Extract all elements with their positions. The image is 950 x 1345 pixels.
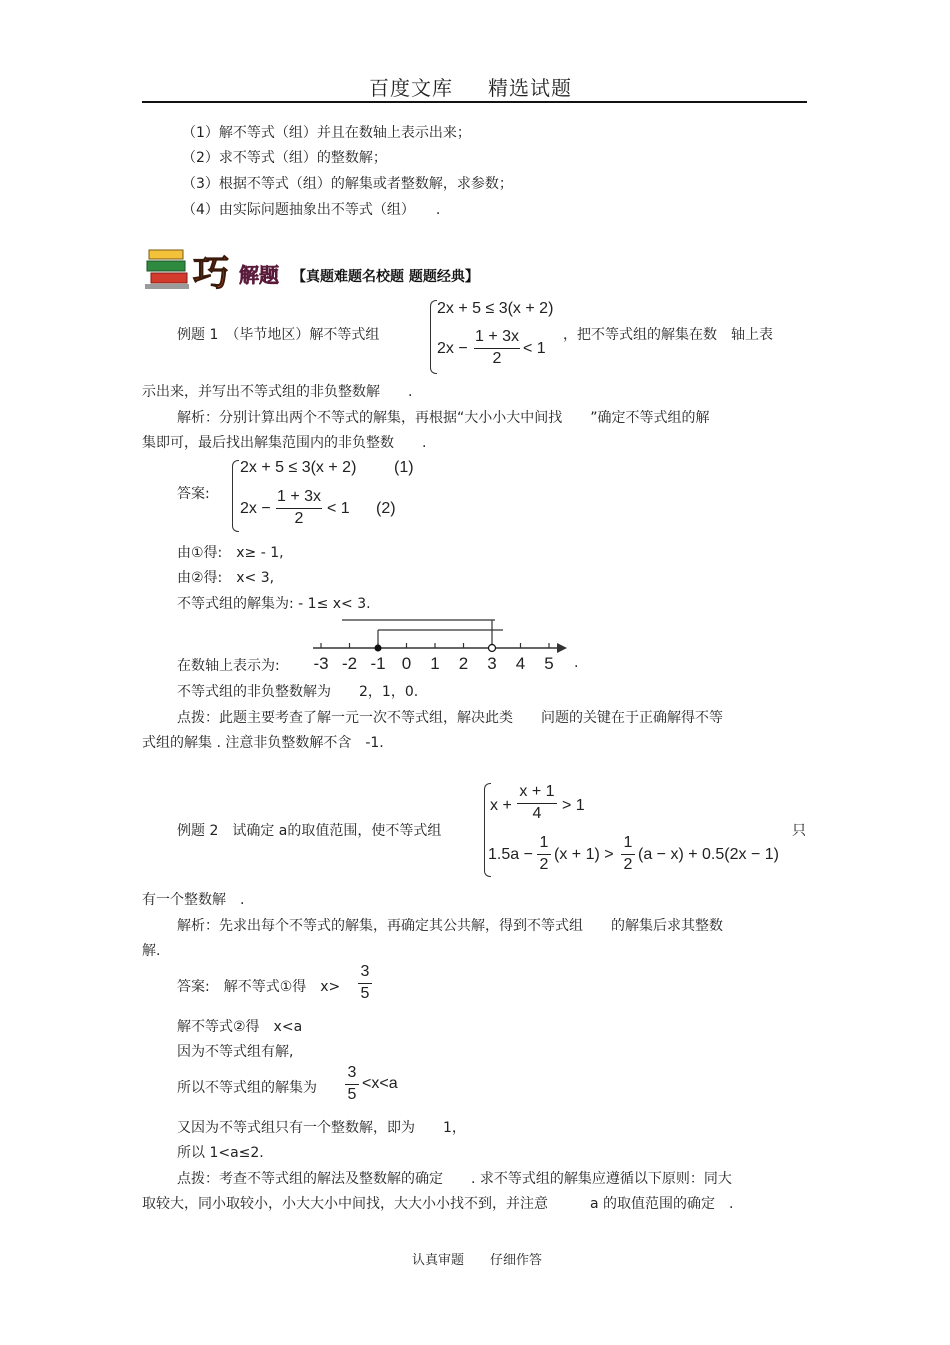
axis-tick-label: 1	[430, 654, 440, 673]
banner-tagline: 【真题难题名校题 题题经典】	[292, 269, 479, 285]
ex2-l2-d1: 2	[539, 856, 549, 873]
ex2-l2-frac2	[621, 834, 635, 874]
ex1-ans-frac-num: 1 + 3x	[276, 488, 322, 505]
ex1-analysis-2: 集即可，最后找出解集范围内的非负整数 .	[142, 435, 427, 451]
axis-tick-label: -1	[370, 654, 386, 673]
ex1-sys-line2-pre: 2x −	[437, 340, 468, 357]
banner-title: 解题	[239, 263, 279, 287]
open-dot	[489, 645, 496, 652]
ex1-step-3: 不等式组的解集为: - 1≤ x< 3.	[177, 596, 371, 612]
ex1-ans-tag1: (1)	[394, 459, 414, 476]
ex2-l1-num: x + 1	[519, 783, 555, 800]
axis-tick-label: 0	[401, 654, 412, 673]
ex1-sys-frac-num: 1 + 3x	[474, 328, 520, 345]
ex2-l2-d2: 2	[623, 856, 633, 873]
axis-tick-label: 5	[544, 654, 554, 673]
ex2-l1-pre: x +	[490, 797, 512, 814]
ex2-l2-pre: 1.5a −	[488, 846, 533, 863]
ex1-ans-line2-post: < 1	[327, 500, 350, 517]
ex1-ans-fraction	[276, 488, 322, 528]
footer-text: 认真审题 仔细作答	[412, 1253, 543, 1268]
ex2-ans1-den: 5	[360, 985, 370, 1002]
ex1-axis-label: 在数轴上表示为:	[177, 658, 280, 674]
header-subtitle: 精选试题	[488, 76, 572, 100]
axis-tick-label: 3	[487, 654, 497, 673]
ex2-l1-fraction	[517, 783, 557, 823]
ex2-l1-post: > 1	[562, 797, 585, 814]
point-2: （2）求不等式（组）的整数解；	[182, 150, 387, 166]
ex2-ans1-pre: 答案: 解不等式①得 x>	[177, 979, 341, 995]
ex1-sys-line1: 2x + 5 ≤ 3(x + 2)	[437, 300, 554, 317]
header-title: 百度文库	[369, 76, 453, 100]
ex2-ans4-pre: 所以不等式组的解集为	[177, 1080, 317, 1096]
ex1-analysis-1: 解析：分别计算出两个不等式的解集，再根据“大小小大中间找 ”确定不等式组的解	[177, 410, 710, 426]
ex2-analysis-1: 解析：先求出每个不等式的解集，再确定其公共解，得到不等式组 的解集后求其整数	[177, 918, 723, 934]
ex2-l1-den: 4	[532, 805, 542, 822]
axis-tick-label: 2	[458, 654, 469, 673]
number-line	[305, 612, 590, 674]
point-3: （3）根据不等式（组）的解集或者整数解，求参数；	[182, 176, 513, 192]
ex1-answer-brace	[232, 460, 239, 532]
ex2-cont: 有一个整数解 .	[142, 892, 245, 908]
ex2-ans1-fraction	[358, 963, 372, 1003]
ex2-right-tail: 只	[792, 823, 806, 839]
ex2-ans4-fraction	[345, 1064, 359, 1104]
ex2-ans4-post: <x<a	[362, 1075, 398, 1092]
ex1-after: ，把不等式组的解集在数 轴上表	[563, 327, 773, 343]
ex1-brace	[430, 300, 437, 374]
axis-arrow-icon	[557, 643, 567, 653]
ex1-step-2: 由②得: x< 3,	[177, 570, 275, 586]
ex1-step-1: 由①得: x≥ - 1,	[177, 545, 284, 561]
closed-dot	[375, 645, 382, 652]
ex2-l2-post: (a − x) + 0.5(2x − 1)	[638, 846, 779, 863]
ex1-sys-frac-den: 2	[492, 350, 502, 367]
books-icon	[145, 246, 193, 290]
axis-tick-label: 4	[515, 654, 526, 673]
ex1-cont: 示出来，并写出不等式组的非负整数解 .	[142, 384, 413, 400]
header-rule	[142, 101, 807, 103]
ex2-ans-5: 又因为不等式组只有一个整数解，即为 1，	[177, 1120, 466, 1136]
ex2-l2-n1: 1	[539, 834, 549, 851]
ex2-analysis-2: 解.	[142, 943, 161, 959]
axis-tick-label: -3	[313, 654, 329, 673]
ex2-label: 例题 2 试确定 a的取值范围，使不等式组	[177, 823, 442, 839]
axis-tick-label: -2	[341, 654, 358, 673]
ex2-ans-2: 解不等式②得 x<a	[177, 1019, 303, 1035]
ex2-l2-frac1	[537, 834, 551, 874]
ex1-nonneg: 不等式组的非负整数解为 2，1，0.	[177, 684, 419, 700]
ex2-tip-1: 点拨：考查不等式组的解法及整数解的确定 . 求不等式组的解集应遵循以下原则：同大	[177, 1171, 732, 1187]
ex2-ans-3: 因为不等式组有解,	[177, 1044, 294, 1060]
ex2-tip-2: 取较大，同小取较小，小大大小中间找，大大小小找不到，并注意 a 的取值范围的确定 .	[142, 1196, 734, 1212]
ex2-ans4-num: 3	[347, 1064, 357, 1081]
ex2-ans4-den: 5	[347, 1086, 357, 1103]
ex1-ans-frac-den: 2	[294, 510, 304, 527]
ex2-ans-6: 所以 1<a≤2.	[177, 1145, 264, 1161]
ex1-ans-tag2: (2)	[376, 500, 396, 517]
banner-icon-char: 巧	[193, 252, 230, 294]
point-1: （1）解不等式（组）并且在数轴上表示出来；	[182, 125, 471, 141]
ex1-label: 例题 1 （毕节地区）解不等式组	[177, 327, 380, 343]
ex1-tip-1: 点拨：此题主要考查了解一元一次不等式组，解决此类 问题的关键在于正确解得不等	[177, 710, 723, 726]
point-4: （4）由实际问题抽象出不等式（组） .	[182, 202, 441, 218]
ex2-l2-n2: 1	[623, 834, 633, 851]
ex1-ans-line2-pre: 2x −	[240, 500, 271, 517]
ex2-ans1-num: 3	[360, 963, 370, 980]
ex1-sys-fraction	[474, 328, 520, 368]
ex2-l2-mid: (x + 1) >	[554, 846, 614, 863]
ex1-ans-line1: 2x + 5 ≤ 3(x + 2)	[240, 459, 357, 476]
ex1-sys-line2-post: < 1	[523, 340, 546, 357]
ex1-answer-label: 答案:	[177, 486, 210, 502]
axis-end-dot: .	[574, 655, 579, 671]
ex1-tip-2: 式组的解集 . 注意非负整数解不含 -1.	[142, 735, 384, 751]
